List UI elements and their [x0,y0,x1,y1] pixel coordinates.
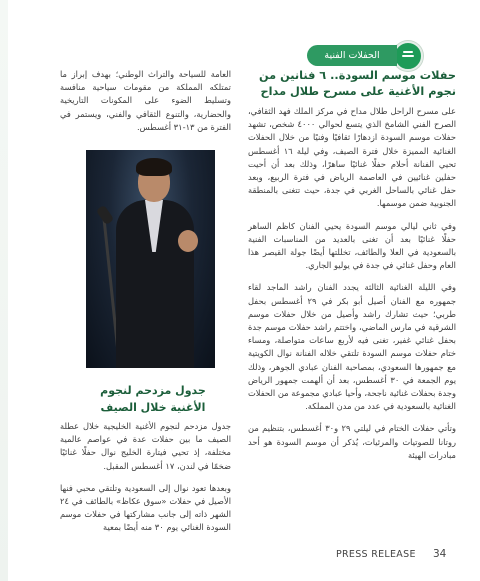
paragraph: العامة للسياحة والتراث الوطني؛ بهدف إبراز ما تمتلكه المملكة من مقومات سياحية منافسة وتسليط الضوء على المكونات التاريخية والحضارية، والتنوع الثقافي والفني، ويستمر في الفترة من ١٣-٣١ أغسطس. [60,69,231,132]
singer-hand [178,230,198,252]
paragraph: على مسرح الراحل طلال مداح في مركز الملك فهد الثقافي، الصرح الفني الشامخ الذي يتسع لحوالي ٤٠٠٠ شخص، تشهد حفلات موسم السودة ازدهارًا ثقافيًا وفنيًا من خلال الحفلات الغنائية المميزة خلال فترة الصيف، وفي ليلة ١٦ أغسطس تحيي الفنانة أحلام حفلًا غنائيًا ساهرًا، وذلك بعد أن أحيت حفلين غنائيين في العاصمة الرياض في فترة الربيع، وبعد حفل غنائي بالساحل الغربي في جدة، حيث تتغنى بالمنطقة الجنوبية ضمن موسمها. [248,106,456,209]
left-column-top [60,68,231,143]
paragraph: وفي ثاني ليالي موسم السودة يحيي الفنان كاظم الساهر حفلًا غنائيًا بعد أن تغنى بالعديد من المناسبات الفنية بالسعودية في العلا والطائف، تخللتها أيضًا جولة القيصر هذا العام وحفل غنائي في جدة في يوليو الجاري. [248,220,456,271]
page-number: 34 [433,548,447,560]
section-label: الحفلات الفنية [307,45,397,66]
photo-caption: جدول مزدحم لنجوم الأغنية خلال الصيف [100,384,206,414]
footer-label: PRESS RELEASE [336,549,416,560]
left-column-bottom [60,420,231,544]
singer-hair [136,158,172,176]
microphone-icon [96,205,115,225]
singer-photo [86,150,215,368]
paragraph: وبعدها تعود نوال إلى السعودية وتلتقي محبي فنها الأصيل في حفلات «سوق عكاظ» بالطائف في ٢٤ الشهر ذاته إلى جانب مشاركتها في حفلات موسم السودة الغنائي يوم ٣٠ منه أيضًا بمعية [60,482,231,533]
right-column [248,68,456,471]
page-margin [0,0,8,581]
paragraph: جدول مزدحم لنجوم الأغنية الخليجية خلال عطلة الصيف ما بين حفلات عدة في عواصم عالمية مختلفة، إذ تحيي فيتارة الخليج نوال حفلًا غنائيًا ضخمًا في لندن، ١٧ أغسطس المقبل. [60,421,231,471]
paragraph: وتأتي حفلات الختام في ليلتي ٢٩ و٣٠ أغسطس، بتنظيم من روتانا للصوتيات والمرئيات، يُذكر أن موسم السودة هو أحد مبادرات الهيئة [248,423,456,460]
season-logo-icon [393,41,423,71]
article-title: حفلات موسم السودة.. ٦ فنانين من نجوم الأغنية على مسرح طلال مداح [259,69,456,98]
paragraph: وفي الليلة الغنائية الثالثة يجدد الفنان راشد الماجد لقاء جمهوره مع الفنان أصيل أبو بكر في ٢٩ أغسطس بحفل طربي؛ حيث تشارك راشد وأصيل من خلال حفلات موسم الشرقية في مارس الماضي، واختتم راشد حفلات موسم جدة بحفل غنائي غفير، تغنى فيه لأربع ساعات متواصلة، ومساء ختام حفلات موسم السودة تلتقي خلاله الفنانة نوال الكويتية مع جمهورها السعودي، بمصاحبة الفنان عبادي الجوهر، وذلك يوم الجمعة في ٣٠ أغسطس، بعد أن ألهمت جمهور الرياض وجدة بحفلات غنائية ناجحة، وأحيا عبادي مجموعة من الحفلات الغنائية بالسعودية في عدد من مدن المملكة. [248,282,457,412]
